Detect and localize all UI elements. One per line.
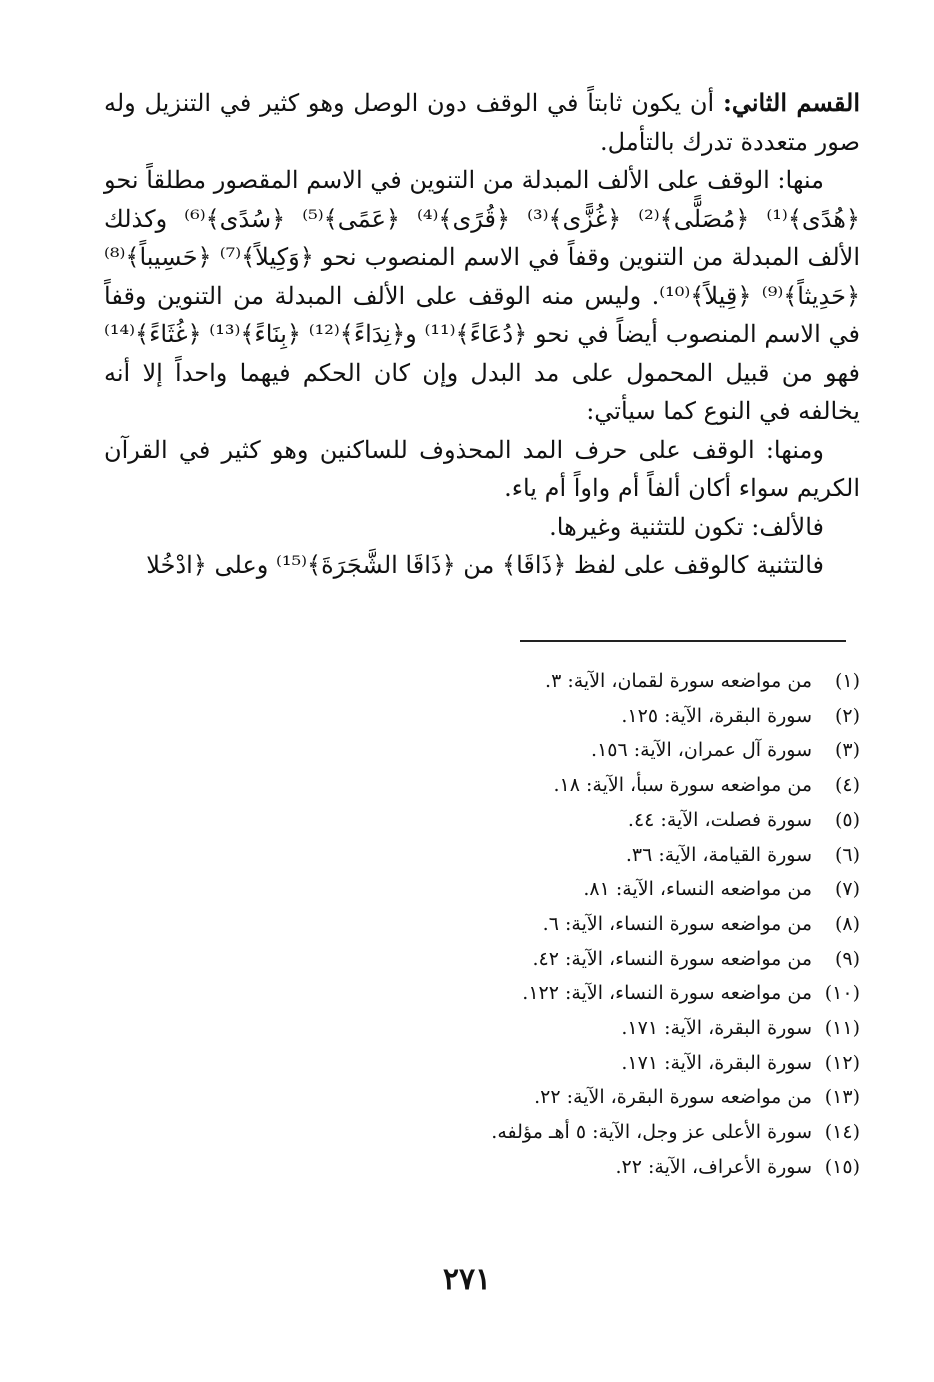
footnote-number: (١٣) <box>824 1086 860 1109</box>
footnote-number: (٤) <box>834 774 860 797</box>
footnote-text: سورة البقرة، الآية: ١٧١. <box>621 1051 812 1074</box>
footnote <box>300 1080 860 1115</box>
footnote-text: سورة الأعراف، الآية: ٢٢. <box>615 1155 812 1178</box>
footnote-number: (١٥) <box>824 1155 860 1178</box>
footnote-number: (٥) <box>834 808 860 831</box>
footnote-divider <box>520 640 846 642</box>
footnote-text: سورة آل عمران، الآية: ١٥٦. <box>591 739 812 762</box>
footnote <box>300 1150 860 1185</box>
footnote-text: سورة الأعلى عز وجل، الآية: ٥ أهـ مؤلفه. <box>491 1121 812 1144</box>
footnote-number: (١١) <box>824 1017 860 1040</box>
footnote <box>300 872 860 907</box>
footnote <box>300 1046 860 1081</box>
footnote-text: من مواضعه سورة النساء، الآية: ٦. <box>542 912 812 935</box>
footnote-number: (١) <box>834 670 860 692</box>
footnote-number: (٢) <box>834 704 860 727</box>
footnote <box>300 733 860 768</box>
footnote <box>300 803 860 838</box>
footnote <box>300 699 860 734</box>
main-text <box>104 84 860 585</box>
footnote-number: (١٤) <box>824 1121 860 1144</box>
footnote-number: (١٢) <box>824 1051 860 1074</box>
page-number: ٢٧١ <box>442 1262 492 1297</box>
footnote-number: (١٠) <box>824 982 860 1005</box>
paragraph-dual: فالتثنية كالوقف على لفظ ﴿ذَاقَا﴾ من ﴿ذَاقَا الشَّجَرَةَ﴾⁽¹⁵⁾ وعلى ﴿ادْخُلا <box>146 551 824 579</box>
paragraph-tanween-alif: منها: الوقف على الألف المبدلة من التنوين في الاسم المقصور مطلقاً نحو ﴿هُدًى﴾⁽¹⁾ ﴿مُصَلًّى﴾⁽²⁾ ﴿غُزًّى﴾⁽³⁾ ﴿قُرًى﴾⁽⁴⁾ ﴿عَمًى﴾⁽⁵⁾ ﴿سُدًى﴾⁽⁶⁾ وكذلك الألف المبدلة من التنوين وقفاً في الاسم المنصوب نحو ﴿وَكِيلاً﴾⁽⁷⁾ ﴿حَسِيباً﴾⁽⁸⁾ ﴿حَدِيثاً﴾⁽⁹⁾ ﴿قِيلاً﴾⁽¹⁰⁾. وليس منه الوقف على الألف المبدلة من التنوين وقفاً في الاسم المنصوب أيضاً في نحو ﴿دُعَاءً﴾⁽¹¹⁾ و﴿نِدَاءً﴾⁽¹²⁾ ﴿بِنَاءً﴾⁽¹³⁾ ﴿غُثَاءً﴾⁽¹⁴⁾ فهو من قبيل المحمول على مد البدل وإن كان الحكم فيهما واحداً إلا أنه يخالفه في النوع كما سيأتي: <box>104 166 860 425</box>
footnote-number: (٣) <box>834 739 860 762</box>
paragraph-deleted-madd: ومنها: الوقف على حرف المد المحذوف للساكنين وهو كثير في القرآن الكريم سواء أكان ألفاً أم واواً أم ياء. <box>104 435 860 502</box>
paragraph-section-two <box>104 84 860 161</box>
footnote-text: من مواضعه سورة النساء، الآية: ٤٢. <box>532 947 812 970</box>
footnote <box>300 942 860 977</box>
footnote <box>300 1011 860 1046</box>
footnote <box>300 664 860 699</box>
footnote-text: من مواضعه سورة النساء، الآية: ١٢٢. <box>522 982 812 1005</box>
footnote-number: (٦) <box>834 843 860 866</box>
footnote-text: سورة القيامة، الآية: ٣٦. <box>625 843 812 866</box>
footnote-text: من مواضعه سورة لقمان، الآية: ٣. <box>545 670 812 692</box>
section-two-text: أن يكون ثابتاً في الوقف دون الوصل وهو كثير في التنزيل وله صور متعددة تدرك بالتأمل. <box>104 89 860 156</box>
footnote-text: من مواضعه سورة البقرة، الآية: ٢٢. <box>534 1086 812 1109</box>
footnote-text: سورة البقرة، الآية: ١٧١. <box>621 1017 812 1040</box>
footnote-text: سورة فصلت، الآية: ٤٤. <box>627 808 812 831</box>
footnote-number: (٧) <box>834 878 860 901</box>
footnote-number: (٨) <box>834 912 860 935</box>
footnote <box>300 1115 860 1150</box>
footnote <box>300 838 860 873</box>
footnote-text: من مواضعه النساء، الآية: ٨١. <box>583 878 812 901</box>
footnotes <box>300 664 860 1185</box>
footnote <box>300 907 860 942</box>
footnote <box>300 768 860 803</box>
footnote-text: سورة البقرة، الآية: ١٢٥. <box>621 704 812 727</box>
footnote-text: من مواضعه سورة سبأ، الآية: ١٨. <box>553 774 812 797</box>
paragraph-alif: فالألف: تكون للتثنية وغيرها. <box>549 512 824 541</box>
footnote-number: (٩) <box>834 947 860 970</box>
section-heading: القسم الثاني: <box>722 88 860 117</box>
footnote <box>300 976 860 1011</box>
